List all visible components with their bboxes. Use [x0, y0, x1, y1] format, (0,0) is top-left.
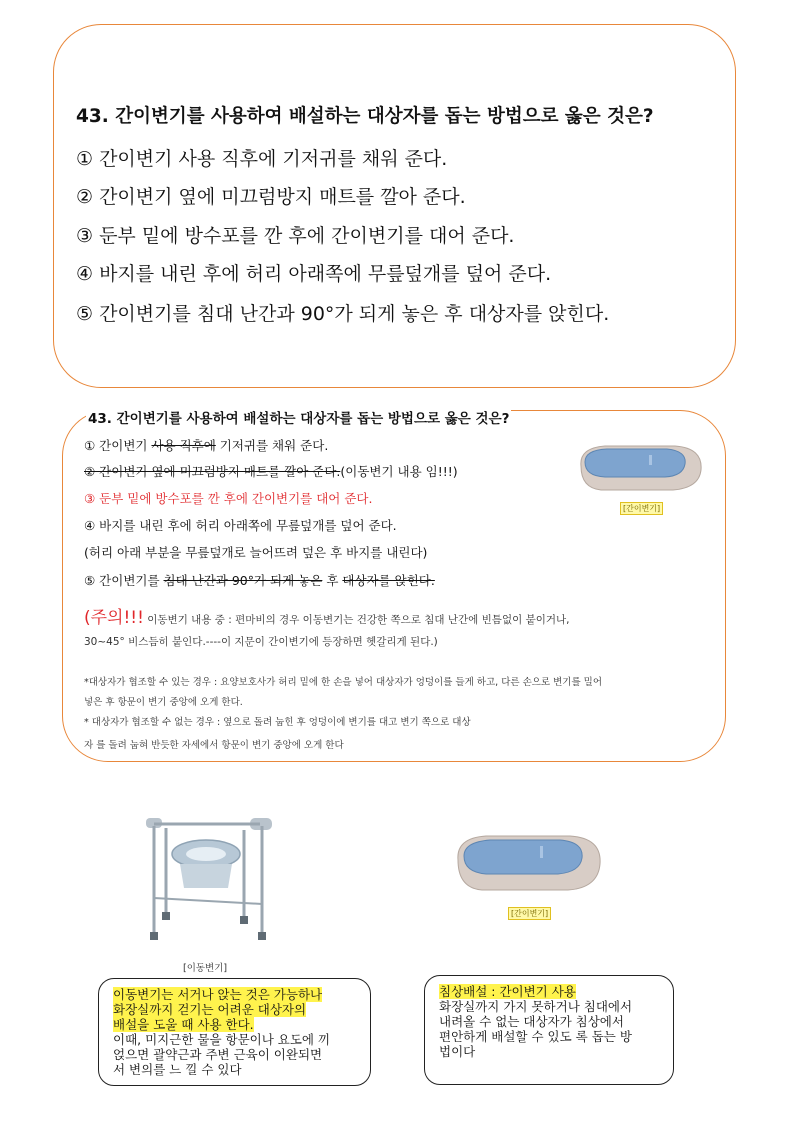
option-4: ④ 바지를 내린 후에 허리 아래쪽에 무릎덮개를 덮어 준다.: [76, 263, 552, 285]
warning-text-2: 30~45° 비스듬히 붙인다.----이 지문이 간이변기에 등장하면 헷갈리게 된다.): [84, 636, 438, 648]
commode-caption: [이동변기]: [183, 963, 228, 974]
bedpan-info-box: 침상배설 : 간이변기 사용 화장실까지 가지 못하거나 침대에서 내려올 수 없는 대상자가 침상에서 편안하게 배설할 수 있도 록 돕는 방 법이다: [424, 975, 674, 1085]
warning-text: 이동변기 내용 중 : 편마비의 경우 이동변기는 건강한 쪽으로 침대 난간에 빈틈없이 붙이거나,: [143, 614, 570, 626]
option-1: ① 간이변기 사용 직후에 기저귀를 채워 준다.: [76, 148, 448, 170]
explanation-option-2: ② 간이변기 옆에 미끄럼방지 매트를 깔아 준다.(이동변기 내용 임!!!): [84, 464, 458, 479]
bedpan-image-large: [452, 830, 606, 898]
bedpan-image-small: [575, 440, 705, 498]
explanation-option-4-note: (허리 아래 부분을 무릎덮개로 늘어뜨려 덮은 후 바지를 내린다): [84, 545, 428, 560]
commode-info-box: 이동변기는 서거나 앉는 것은 가능하나 화장실까지 걷기는 어려운 대상자의 배설을 도울 때 사용 한다. 이때, 미지근한 물을 항문이나 요도에 끼 얹으면 괄약근과 주변 근육이 이완되면 서 변의를 느 낄 수 있다: [98, 978, 371, 1086]
note-cooperative-2: 넣은 후 항문이 변기 중앙에 오게 한다.: [84, 697, 243, 708]
explanation-option-4: ④ 바지를 내린 후에 허리 아래쪽에 무릎덮개를 덮어 준다.: [84, 518, 397, 533]
option-5: ⑤ 간이변기를 침대 난간과 90°가 되게 놓은 후 대상자를 앉힌다.: [76, 303, 610, 325]
explanation-option-5: ⑤ 간이변기를 침대 난간과 90°가 되게 놓은 후 대상자를 앉힌다.: [84, 573, 435, 588]
bedpan-caption-large: [간이변기]: [508, 907, 551, 920]
warning-line: [84, 603, 569, 628]
note-uncooperative-1: * 대상자가 협조할 수 없는 경우 : 옆으로 돌려 눕힌 후 엉덩이에 변기를 대고 변기 쪽으로 대상: [84, 717, 471, 728]
explanation-title: 43. 간이변기를 사용하여 배설하는 대상자를 돕는 방법으로 옳은 것은?: [86, 407, 511, 427]
warning-tag: (주의!!!: [84, 608, 144, 628]
option-2: ② 간이변기 옆에 미끄럼방지 매트를 깔아 준다.: [76, 186, 466, 208]
question-title: 43. 간이변기를 사용하여 배설하는 대상자를 돕는 방법으로 옳은 것은?: [76, 106, 654, 127]
commode-chair-image: [132, 808, 282, 948]
note-cooperative-1: *대상자가 협조할 수 있는 경우 : 요양보호사가 허리 밑에 한 손을 넣어 대상자가 엉덩이를 들게 하고, 다른 손으로 변기를 밀어: [84, 677, 603, 688]
explanation-option-3-correct: ③ 둔부 밑에 방수포를 깐 후에 간이변기를 대어 준다.: [84, 491, 373, 506]
explanation-option-1: ① 간이변기 사용 직후에 기저귀를 채워 준다.: [84, 438, 329, 453]
bedpan-caption-small: [간이변기]: [620, 502, 663, 515]
note-uncooperative-2: 자 를 돌려 눕혀 반듯한 자세에서 항문이 변기 중앙에 오게 한다: [84, 740, 344, 751]
option-3: ③ 둔부 밑에 방수포를 깐 후에 간이변기를 대어 준다.: [76, 225, 515, 247]
